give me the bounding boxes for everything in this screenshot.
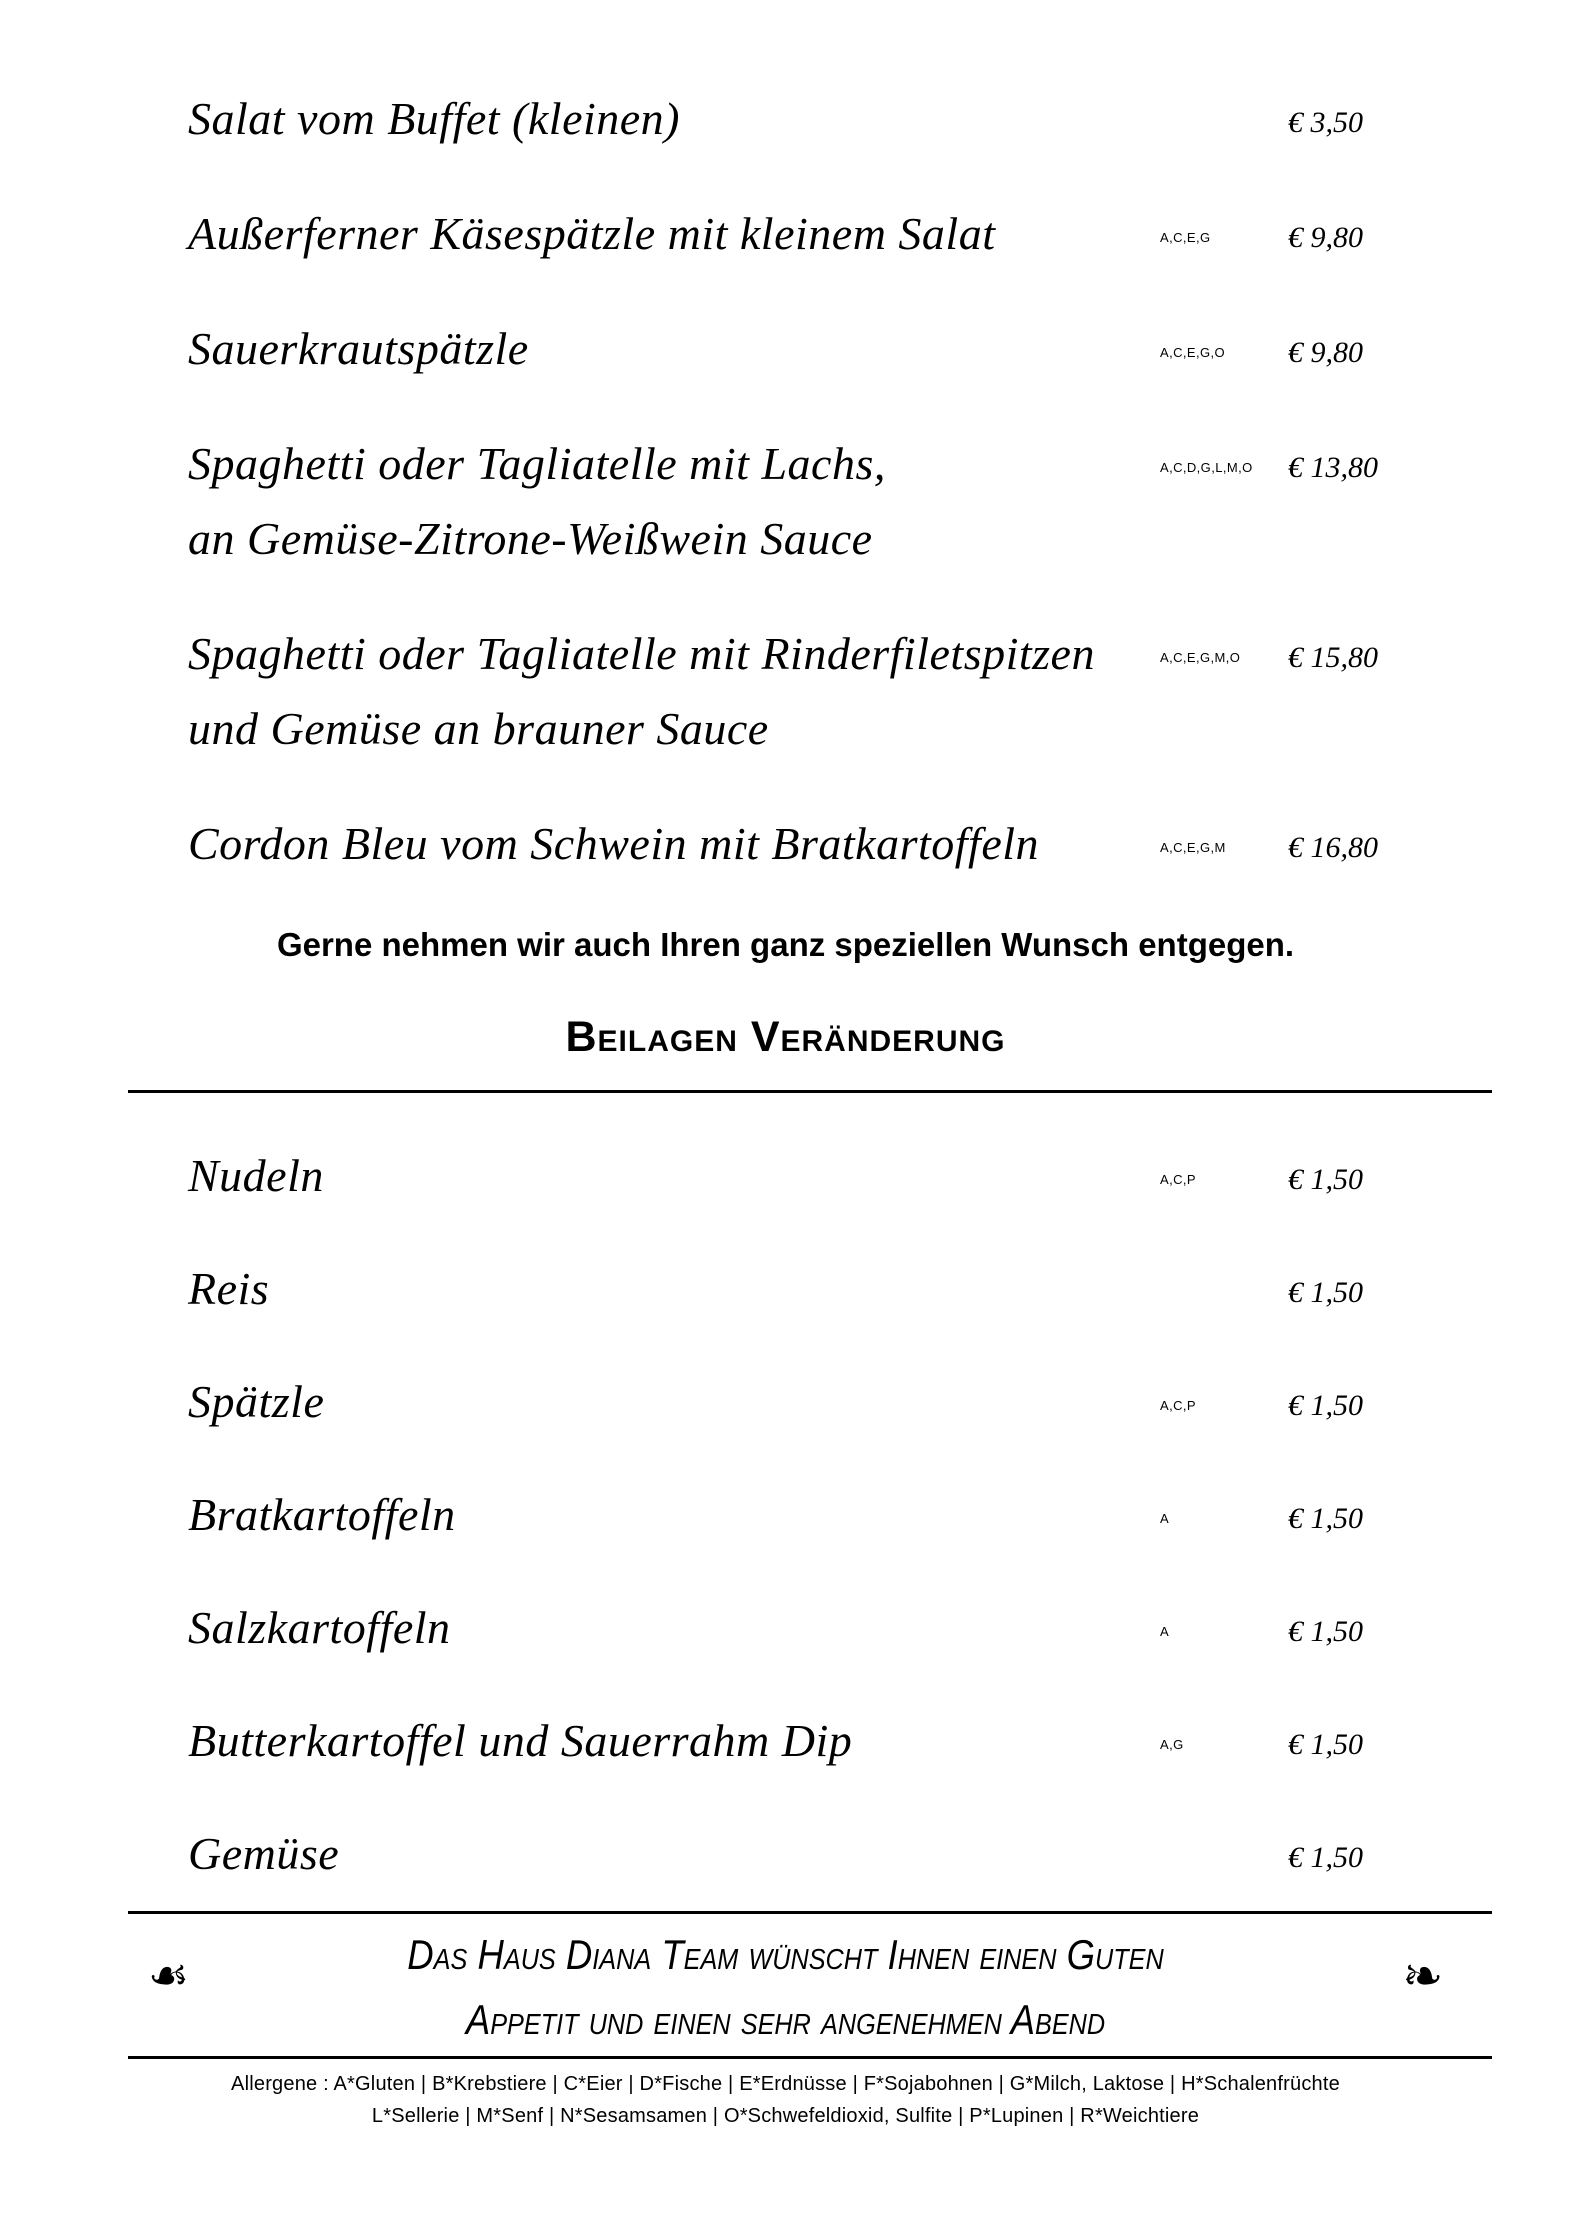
item-allergens: A,C,E,G [1160,230,1211,245]
allergen-legend-line2: L*Sellerie | M*Senf | N*Sesamsamen | O*Schwefeldioxid, Sulfite | P*Lupinen | R*Weichtiere [371,2105,1200,2127]
item-price: € 1,50 [1288,1163,1363,1196]
item-name: Reis [188,1263,270,1314]
item-name: Salat vom Buffet (kleinen) [188,93,681,144]
item-name: Gemüse [188,1828,340,1879]
footer-greeting-line2: Appetit und einen sehr angenehmen Abend [465,1996,1106,2043]
item-price: € 16,80 [1288,831,1378,864]
item-price: € 3,50 [1288,106,1363,139]
item-name: Cordon Bleu vom Schwein mit Bratkartoffeln [188,818,1040,869]
item-name: Nudeln [188,1150,324,1201]
item-name-line2: und Gemüse an brauner Sauce [188,703,769,754]
item-allergens: A,C,P [1160,1172,1196,1187]
item-name: Bratkartoffeln [188,1489,456,1540]
item-allergens: A,C,E,G,O [1160,345,1226,360]
divider-rule [128,1911,1492,1914]
item-allergens: A,C,D,G,L,M,O [1160,460,1253,475]
item-name: Sauerkrautspätzle [188,323,529,374]
item-price: € 1,50 [1288,1841,1363,1874]
item-name: Salzkartoffeln [188,1602,451,1653]
item-price: € 13,80 [1288,451,1378,484]
item-price: € 1,50 [1288,1502,1363,1535]
item-price: € 1,50 [1288,1389,1363,1422]
item-name: Außerferner Käsespätzle mit kleinem Salat [188,208,996,259]
item-price: € 1,50 [1288,1728,1363,1761]
item-name: Butterkartoffel und Sauerrahm Dip [188,1715,853,1766]
footer-greeting-line1: Das Haus Diana Team wünscht Ihnen einen Guten [407,1931,1164,1978]
item-allergens: A,C,P [1160,1398,1196,1413]
item-name: Spätzle [188,1376,325,1427]
item-name-line2: an Gemüse-Zitrone-Weißwein Sauce [188,513,873,564]
item-allergens: A [1160,1624,1170,1639]
item-price: € 1,50 [1288,1615,1363,1648]
item-price: € 15,80 [1288,641,1378,674]
item-allergens: A,C,E,G,M [1160,840,1226,855]
item-price: € 1,50 [1288,1276,1363,1309]
allergen-legend-line1: Allergene : A*Gluten | B*Krebstiere | C*Eier | D*Fische | E*Erdnüsse | F*Sojabohnen | G*Milch, Laktose | H*Schalenfrüchte [231,2073,1340,2095]
item-allergens: A [1160,1511,1170,1526]
item-price: € 9,80 [1288,221,1363,254]
item-price: € 9,80 [1288,336,1363,369]
floral-ornament-right-icon: ☙ [1401,1948,1443,2002]
divider-rule [128,1090,1492,1093]
floral-ornament-left-icon: ☙ [148,1948,190,2002]
special-wish-note: Gerne nehmen wir auch Ihren ganz speziellen Wunsch entgegen. [276,926,1295,963]
item-allergens: A,G [1160,1737,1184,1752]
item-allergens: A,C,E,G,M,O [1160,650,1241,665]
section-heading-beilagen: Beilagen Veränderung [565,1013,1006,1061]
item-name: Spaghetti oder Tagliatelle mit Rinderfiletspitzen [188,628,1095,679]
item-name: Spaghetti oder Tagliatelle mit Lachs, [188,438,886,489]
divider-rule [128,2056,1492,2059]
